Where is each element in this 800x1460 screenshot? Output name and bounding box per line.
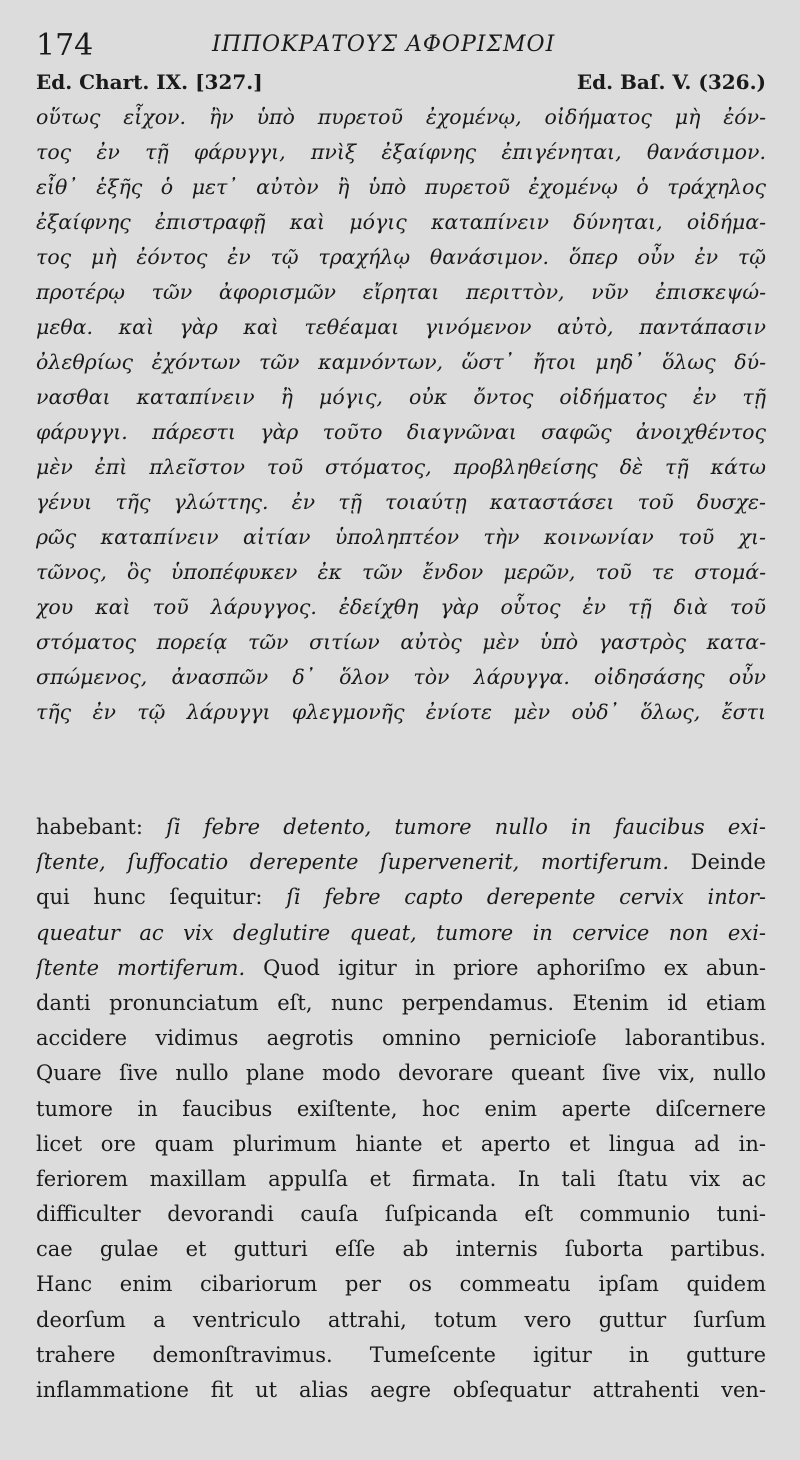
greek-text-line: εἶθ᾽ ἑξῆς ὁ μετ᾽ αὐτὸν ἢ ὑπὸ πυρετοῦ ἐχομένῳ ὁ τράχηλος xyxy=(36,175,766,199)
latin-italic-segment: ſtente, ſuffocatio derepente ſupervenerit, mortiferum. xyxy=(36,850,670,875)
latin-text-segment: Quare ſive nullo plane modo devorare queant ſive vix, nullo xyxy=(36,1061,766,1086)
latin-italic-segment: queatur ac vix deglutire queat, tumore in cervice non exi- xyxy=(36,920,766,945)
latin-text-line xyxy=(36,986,766,1021)
greek-text-line: μεθα. καὶ γὰρ καὶ τεθέαμαι γινόμενον αὐτὸ, παντάπασιν xyxy=(36,315,766,339)
latin-text-line xyxy=(36,1056,766,1091)
latin-text-block xyxy=(36,810,766,1408)
latin-text-segment: trahere demonſtravimus. Tumeſcente igitur in gutture xyxy=(36,1342,766,1367)
latin-text-segment: difficulter devorandi cauſa ſuſpicanda eſt communio tuni- xyxy=(36,1202,766,1227)
latin-text-segment: accidere vidimus aegrotis omnino pernicioſe laborantibus. xyxy=(36,1026,766,1051)
greek-text-line: μὲν ἐπὶ πλεῖστον τοῦ στόματος, προβληθείσης δὲ τῇ κάτω xyxy=(36,455,766,479)
edition-references xyxy=(36,70,766,100)
greek-text-line: ρῶς καταπίνειν αἰτίαν ὑποληπτέον τὴν κοινωνίαν τοῦ χι- xyxy=(36,525,766,549)
latin-text-line xyxy=(36,1303,766,1338)
greek-text-line: τῆς ἐν τῷ λάρυγγι φλεγμονῆς ἐνίοτε μὲν οὐδ᾽ ὅλως, ἔστι xyxy=(36,700,766,724)
latin-italic-segment: ſi febre capto derepente cervix intor- xyxy=(286,885,766,910)
page-number: 174 xyxy=(36,28,94,63)
latin-text-segment: qui hunc ſequitur: xyxy=(36,885,287,910)
greek-text-line: οὕτως εἶχον. ἢν ὑπὸ πυρετοῦ ἐχομένῳ, οἰδήματος μὴ ἐόν- xyxy=(36,105,766,129)
edition-basel-ref: Ed. Baſ. V. (326.) xyxy=(576,70,766,94)
greek-text-line: τῶνος, ὃς ὑποπέφυκεν ἐκ τῶν ἔνδον μερῶν, τοῦ τε στομά- xyxy=(36,560,766,584)
latin-text-segment: habebant: xyxy=(36,815,167,839)
latin-text-segment: inflammatione fit ut alias aegre obſequatur attrahenti ven- xyxy=(36,1378,766,1402)
latin-text-segment: tumore in faucibus exiſtente, hoc enim aperte diſcernere xyxy=(36,1096,766,1121)
greek-text-line: γένυι τῆς γλώττης. ἐν τῇ τοιαύτῃ καταστάσει τοῦ δυσχε- xyxy=(36,490,766,514)
edition-chartier-ref: Ed. Chart. IX. [327.] xyxy=(36,70,263,94)
latin-text-line xyxy=(36,951,766,986)
latin-text-line xyxy=(36,1338,766,1373)
latin-text-line xyxy=(36,1092,766,1127)
latin-text-line xyxy=(36,880,766,915)
latin-text-segment: Hanc enim cibariorum per os commeatu ipſam quidem xyxy=(36,1272,766,1297)
greek-text-line: προτέρῳ τῶν ἀφορισμῶν εἴρηται περιττὸν, νῦν ἐπισκεψώ- xyxy=(36,280,766,304)
latin-text-line xyxy=(36,1127,766,1162)
greek-text-line: χου καὶ τοῦ λάρυγγος. ἐδείχθη γὰρ οὗτος ἐν τῇ διὰ τοῦ xyxy=(36,595,766,619)
latin-text-line xyxy=(36,810,766,845)
running-head xyxy=(0,0,800,70)
greek-text-line: ὀλεθρίως ἐχόντων τῶν καμνόντων, ὥστ᾽ ἤτοι μηδ᾽ ὅλως δύ- xyxy=(36,350,766,374)
latin-text-segment: deorſum a ventriculo attrahi, totum vero guttur ſurſum xyxy=(36,1307,766,1332)
latin-text-line xyxy=(36,1197,766,1232)
latin-text-segment: danti pronunciatum eſt, nunc perpendamus. Etenim id etiam xyxy=(36,990,766,1015)
greek-text-block xyxy=(36,100,766,730)
latin-text-segment: cae gulae et gutturi eſſe ab internis ſuborta partibus. xyxy=(36,1237,766,1262)
latin-text-line xyxy=(36,1232,766,1267)
greek-text-line: ἐξαίφνης ἐπιστραφῇ καὶ μόγις καταπίνειν δύνηται, οἰδήμα- xyxy=(36,210,766,234)
latin-text-line xyxy=(36,1162,766,1197)
greek-text-line: τος ἐν τῇ φάρυγγι, πνὶξ ἐξαίφνης ἐπιγένηται, θανάσιμον. xyxy=(36,140,766,164)
latin-text-line xyxy=(36,1373,766,1408)
latin-italic-segment: ſi febre detento, tumore nullo in faucibus exi- xyxy=(166,815,766,839)
latin-text-line xyxy=(36,845,766,880)
latin-text-line xyxy=(36,1267,766,1302)
greek-text-line: τος μὴ ἐόντος ἐν τῷ τραχήλῳ θανάσιμον. ὅπερ οὖν ἐν τῷ xyxy=(36,245,766,269)
greek-text-line: φάρυγγι. πάρεστι γὰρ τοῦτο διαγνῶναι σαφῶς ἀνοιχθέντος xyxy=(36,420,766,444)
latin-text-segment: Quod igitur in priore aphoriſmo ex abun- xyxy=(245,955,766,980)
latin-text-segment: licet ore quam plurimum hiante et aperto et lingua ad in- xyxy=(36,1131,766,1156)
greek-text-line: νασθαι καταπίνειν ἢ μόγις, οὐκ ὄντος οἰδήματος ἐν τῇ xyxy=(36,385,766,409)
greek-text-line: σπώμενος, ἀνασπῶν δ᾽ ὅλον τὸν λάρυγγα. οἰδησάσης οὖν xyxy=(36,665,766,689)
running-title: ΙΠΠΟΚΡΑΤΟΥΣ ΑΦΟΡΙΣΜΟΙ xyxy=(212,32,556,57)
latin-italic-segment: ſtente mortiferum. xyxy=(36,955,246,980)
latin-text-line xyxy=(36,1021,766,1056)
latin-text-segment: Deinde xyxy=(669,850,766,875)
greek-text-line: στόματος πορείᾳ τῶν σιτίων αὐτὸς μὲν ὑπὸ γαστρὸς κατα- xyxy=(36,630,766,654)
latin-text-segment: feriorem maxillam appulſa et firmata. In tali ſtatu vix ac xyxy=(36,1166,766,1191)
latin-text-line xyxy=(36,916,766,951)
